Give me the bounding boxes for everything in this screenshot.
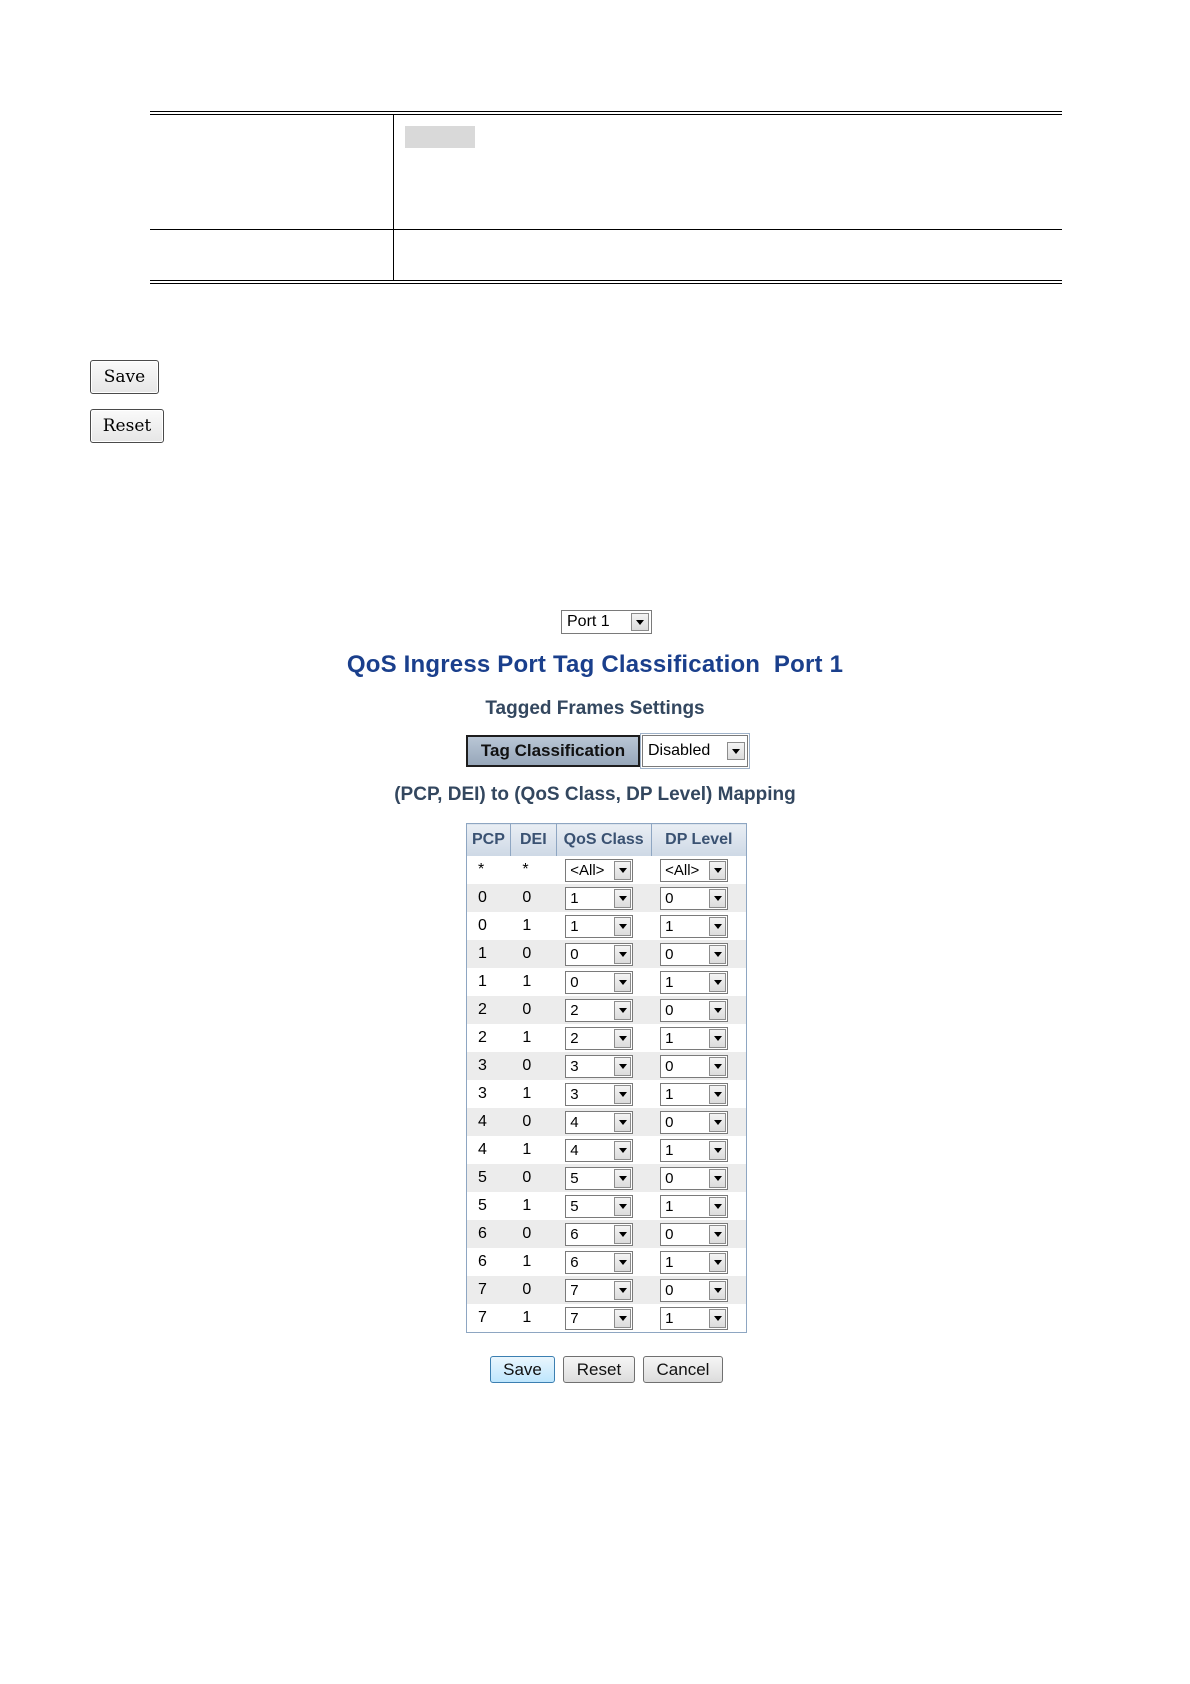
pcp-cell: 6	[467, 1220, 511, 1248]
qos-class-select[interactable]	[565, 1307, 633, 1330]
pcp-cell: 4	[467, 1136, 511, 1164]
qos-class-value: 6	[570, 1225, 579, 1243]
dp-level-select[interactable]	[660, 1027, 728, 1050]
chevron-down-icon[interactable]	[709, 861, 726, 880]
qos-class-value: 1	[570, 917, 579, 935]
qos-class-cell	[556, 940, 651, 968]
qos-class-value: 4	[570, 1113, 579, 1131]
pcp-cell: 0	[467, 884, 511, 912]
dp-level-select[interactable]	[660, 943, 728, 966]
dp-level-cell	[651, 1304, 746, 1333]
dp-level-cell	[651, 884, 746, 912]
chevron-down-icon[interactable]	[709, 1113, 726, 1132]
dei-cell: 1	[510, 1248, 556, 1276]
dei-cell: 0	[510, 1276, 556, 1304]
table-row	[467, 968, 747, 996]
dp-level-select[interactable]	[660, 1223, 728, 1246]
table-row	[467, 1276, 747, 1304]
chevron-down-icon[interactable]	[614, 1169, 631, 1188]
qos-class-select[interactable]	[565, 1027, 633, 1050]
dp-level-cell	[651, 968, 746, 996]
qos-class-select[interactable]	[565, 1195, 633, 1218]
page-title: QoS Ingress Port Tag Classification Port 1	[346, 651, 844, 678]
dp-level-select[interactable]	[660, 1083, 728, 1106]
qos-class-value: 7	[570, 1281, 579, 1299]
qos-class-value: 0	[570, 945, 579, 963]
qos-class-cell	[556, 996, 651, 1024]
parameter-table	[150, 111, 1062, 284]
chevron-down-icon[interactable]	[614, 861, 631, 880]
qos-class-cell	[556, 884, 651, 912]
dei-cell: 0	[510, 996, 556, 1024]
qos-class-value: 6	[570, 1253, 579, 1271]
dei-cell: 0	[510, 1220, 556, 1248]
dp-level-value: 1	[665, 1141, 674, 1159]
qos-class-value: 4	[570, 1141, 579, 1159]
chevron-down-icon[interactable]	[614, 1113, 631, 1132]
qos-class-select[interactable]	[565, 1223, 633, 1246]
chevron-down-icon[interactable]	[614, 1281, 631, 1300]
chevron-down-icon[interactable]	[614, 917, 631, 936]
qos-class-select[interactable]	[565, 1083, 633, 1106]
qos-class-cell	[556, 1052, 651, 1080]
table-row	[467, 1304, 747, 1333]
dp-level-cell	[651, 1276, 746, 1304]
chevron-down-icon[interactable]	[709, 1225, 726, 1244]
dei-cell: 1	[510, 1080, 556, 1108]
table-row	[467, 1108, 747, 1136]
dp-level-value: 1	[665, 1253, 674, 1271]
qos-class-value: 3	[570, 1057, 579, 1075]
dp-level-select[interactable]	[660, 1195, 728, 1218]
dp-level-cell	[651, 1220, 746, 1248]
dp-level-cell	[651, 1192, 746, 1220]
tag-classification-select[interactable]	[642, 735, 748, 767]
dei-cell: 0	[510, 940, 556, 968]
pcp-cell: 5	[467, 1192, 511, 1220]
table-row	[467, 1024, 747, 1052]
chevron-down-icon[interactable]	[614, 1197, 631, 1216]
dp-level-select[interactable]	[660, 1307, 728, 1330]
qos-class-select[interactable]	[565, 999, 633, 1022]
chevron-down-icon[interactable]	[614, 1141, 631, 1160]
pcp-cell: 3	[467, 1052, 511, 1080]
dp-level-cell	[651, 996, 746, 1024]
chevron-down-icon[interactable]	[709, 889, 726, 908]
dp-level-select[interactable]	[660, 1139, 728, 1162]
chevron-down-icon[interactable]	[709, 973, 726, 992]
pcp-cell: 1	[467, 968, 511, 996]
pcp-cell: 4	[467, 1108, 511, 1136]
reset-button[interactable]: Reset	[563, 1356, 635, 1383]
dp-level-cell	[651, 856, 746, 884]
chevron-down-icon[interactable]	[614, 1029, 631, 1048]
pcp-cell: 6	[467, 1248, 511, 1276]
qos-class-select[interactable]	[565, 1251, 633, 1274]
chevron-down-icon[interactable]	[709, 1001, 726, 1020]
qos-class-cell	[556, 1248, 651, 1276]
parameter-description-cell	[394, 115, 1062, 229]
chevron-down-icon[interactable]	[614, 889, 631, 908]
dei-cell: 0	[510, 884, 556, 912]
dp-level-cell	[651, 1080, 746, 1108]
dp-level-cell	[651, 940, 746, 968]
chevron-down-icon[interactable]	[709, 1085, 726, 1104]
table-row	[467, 1192, 747, 1220]
chevron-down-icon[interactable]	[709, 1029, 726, 1048]
qos-class-value: 7	[570, 1309, 579, 1327]
qos-class-cell	[556, 856, 651, 884]
qos-class-select[interactable]	[565, 1055, 633, 1078]
table-row	[467, 1248, 747, 1276]
pcp-cell: 7	[467, 1304, 511, 1333]
dei-cell: 1	[510, 1024, 556, 1052]
dei-cell: 0	[510, 1108, 556, 1136]
dp-level-value: 0	[665, 1281, 674, 1299]
dp-level-cell	[651, 912, 746, 940]
dp-level-cell	[651, 1248, 746, 1276]
qos-class-cell	[556, 1024, 651, 1052]
dei-cell: 1	[510, 1192, 556, 1220]
chevron-down-icon[interactable]	[709, 1057, 726, 1076]
pcp-cell: 0	[467, 912, 511, 940]
table-row	[467, 856, 747, 884]
dp-level-value: 1	[665, 1029, 674, 1047]
pcp-cell: 5	[467, 1164, 511, 1192]
tag-classification-value: Disabled	[648, 742, 711, 759]
mapping-heading: (PCP, DEI) to (QoS Class, DP Level) Mapping	[394, 784, 796, 805]
qos-class-value: 5	[570, 1197, 579, 1215]
chevron-down-icon[interactable]	[614, 1253, 631, 1272]
chevron-down-icon[interactable]	[709, 917, 726, 936]
qos-class-cell	[556, 1304, 651, 1333]
dp-level-select[interactable]	[660, 1251, 728, 1274]
qos-class-value: 2	[570, 1029, 579, 1047]
header-qos-class: QoS Class	[556, 824, 651, 857]
qos-class-cell	[556, 1108, 651, 1136]
dp-level-select[interactable]	[660, 1111, 728, 1134]
header-dp-level: DP Level	[651, 824, 746, 857]
table-header-row	[467, 824, 747, 857]
chevron-down-icon[interactable]	[614, 945, 631, 964]
pcp-cell: 7	[467, 1276, 511, 1304]
qos-class-select[interactable]	[565, 1139, 633, 1162]
mapping-table-body	[467, 856, 747, 1333]
port-select-value: Port 1	[567, 613, 610, 630]
dei-cell: 1	[510, 968, 556, 996]
pcp-cell: *	[467, 856, 511, 884]
chevron-down-icon[interactable]	[631, 613, 649, 631]
dp-level-select[interactable]	[660, 915, 728, 938]
qos-class-select[interactable]	[565, 887, 633, 910]
parameter-row	[150, 115, 1062, 229]
dei-cell: 0	[510, 1164, 556, 1192]
chevron-down-icon[interactable]	[709, 1253, 726, 1272]
dp-level-select[interactable]	[660, 999, 728, 1022]
parameter-name-cell	[150, 115, 394, 229]
dp-level-value: 0	[665, 889, 674, 907]
table-row	[467, 1164, 747, 1192]
chevron-down-icon[interactable]	[614, 1225, 631, 1244]
qos-class-select[interactable]	[565, 1167, 633, 1190]
redacted-text-block	[405, 126, 475, 148]
dp-level-value: 0	[665, 1169, 674, 1187]
chevron-down-icon[interactable]	[614, 1057, 631, 1076]
dp-level-value: 0	[665, 945, 674, 963]
pcp-cell: 2	[467, 996, 511, 1024]
table-row	[467, 940, 747, 968]
dp-level-value: 1	[665, 1085, 674, 1103]
dei-cell: *	[510, 856, 556, 884]
qos-class-value: 1	[570, 889, 579, 907]
dp-level-select[interactable]	[660, 887, 728, 910]
qos-class-cell	[556, 912, 651, 940]
dei-cell: 1	[510, 1136, 556, 1164]
qos-class-cell	[556, 1164, 651, 1192]
qos-class-select[interactable]	[565, 915, 633, 938]
chevron-down-icon[interactable]	[709, 1281, 726, 1300]
qos-class-cell	[556, 1136, 651, 1164]
dp-level-value: <All>	[665, 861, 700, 879]
chevron-down-icon[interactable]	[709, 945, 726, 964]
dei-cell: 1	[510, 912, 556, 940]
dp-level-select[interactable]	[660, 1167, 728, 1190]
chevron-down-icon[interactable]	[614, 1085, 631, 1104]
doc-reset-button[interactable]: Reset	[90, 409, 164, 443]
qos-class-cell	[556, 968, 651, 996]
qos-class-cell	[556, 1220, 651, 1248]
dp-level-value: 1	[665, 1309, 674, 1327]
chevron-down-icon[interactable]	[614, 973, 631, 992]
tag-classification-label: Tag Classification	[466, 735, 640, 767]
dp-level-value: 1	[665, 917, 674, 935]
cancel-button[interactable]: Cancel	[643, 1356, 723, 1383]
qos-class-select[interactable]	[565, 859, 633, 882]
dp-level-value: 1	[665, 973, 674, 991]
dp-level-cell	[651, 1024, 746, 1052]
qos-class-select[interactable]	[565, 943, 633, 966]
table-row	[467, 996, 747, 1024]
dp-level-select[interactable]	[660, 971, 728, 994]
chevron-down-icon[interactable]	[709, 1141, 726, 1160]
form-buttons	[490, 1356, 723, 1383]
table-row	[467, 1052, 747, 1080]
table-row	[467, 912, 747, 940]
pcp-dei-mapping-table	[466, 823, 747, 1333]
chevron-down-icon[interactable]	[614, 1309, 631, 1328]
qos-class-cell	[556, 1276, 651, 1304]
table-row	[467, 1220, 747, 1248]
table-row	[467, 1080, 747, 1108]
chevron-down-icon[interactable]	[709, 1309, 726, 1328]
chevron-down-icon[interactable]	[727, 742, 745, 760]
qos-class-cell	[556, 1192, 651, 1220]
parameter-description-cell	[394, 230, 1062, 280]
table-row	[467, 884, 747, 912]
qos-class-value: 2	[570, 1001, 579, 1019]
header-pcp: PCP	[467, 824, 511, 857]
dp-level-select[interactable]	[660, 1279, 728, 1302]
dp-level-cell	[651, 1164, 746, 1192]
dp-level-cell	[651, 1052, 746, 1080]
tag-classification-row	[466, 735, 748, 767]
save-button[interactable]: Save	[490, 1356, 555, 1383]
dp-level-value: 0	[665, 1057, 674, 1075]
qos-class-value: 0	[570, 973, 579, 991]
qos-class-select[interactable]	[565, 1279, 633, 1302]
parameter-row	[150, 229, 1062, 280]
dp-level-select[interactable]	[660, 1055, 728, 1078]
dp-level-value: 1	[665, 1197, 674, 1215]
qos-class-cell	[556, 1080, 651, 1108]
pcp-cell: 1	[467, 940, 511, 968]
dp-level-value: 0	[665, 1225, 674, 1243]
parameter-name-cell	[150, 230, 394, 280]
chevron-down-icon[interactable]	[614, 1001, 631, 1020]
chevron-down-icon[interactable]	[709, 1197, 726, 1216]
tagged-frames-heading: Tagged Frames Settings	[485, 698, 705, 719]
pcp-cell: 2	[467, 1024, 511, 1052]
dp-level-cell	[651, 1108, 746, 1136]
dp-level-value: 0	[665, 1001, 674, 1019]
qos-class-value: 5	[570, 1169, 579, 1187]
dp-level-cell	[651, 1136, 746, 1164]
port-select[interactable]	[561, 610, 652, 634]
dp-level-value: 0	[665, 1113, 674, 1131]
pcp-cell: 3	[467, 1080, 511, 1108]
header-dei: DEI	[510, 824, 556, 857]
qos-class-value: <All>	[570, 861, 605, 879]
qos-class-select[interactable]	[565, 1111, 633, 1134]
qos-class-value: 3	[570, 1085, 579, 1103]
dei-cell: 0	[510, 1052, 556, 1080]
chevron-down-icon[interactable]	[709, 1169, 726, 1188]
table-row	[467, 1136, 747, 1164]
qos-class-select[interactable]	[565, 971, 633, 994]
dei-cell: 1	[510, 1304, 556, 1333]
dp-level-select[interactable]	[660, 859, 728, 882]
doc-save-button[interactable]: Save	[90, 360, 159, 394]
